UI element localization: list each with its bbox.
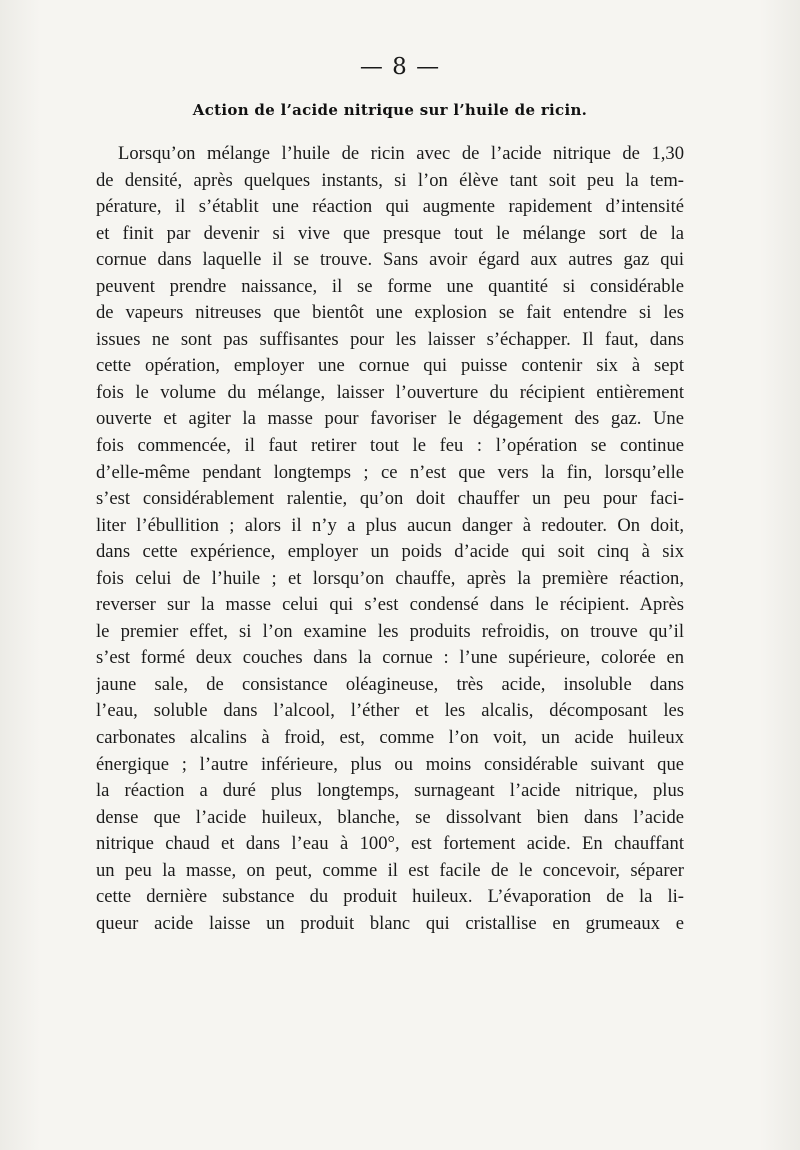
- text-line: nitrique chaud et dans l’eau à 100°, est fortement acide. En chauffant: [96, 833, 684, 855]
- text-line: d’elle-même pendant longtemps ; ce n’est que vers la fin, lorsqu’elle: [96, 461, 684, 483]
- text-line: le premier effet, si l’on examine les produits refroidis, on trouve qu’il: [96, 620, 684, 642]
- text-line: reverser sur la masse celui qui s’est condensé dans le récipient. Après: [96, 594, 684, 616]
- text-line: queur acide laisse un produit blanc qui cristallise en grumeaux e: [96, 912, 684, 934]
- text-line: cornue dans laquelle il se trouve. Sans avoir égard aux autres gaz qui: [96, 249, 684, 271]
- page-number: — 8 —: [359, 54, 441, 80]
- text-line: s’est considérablement ralentie, qu’on doit chauffer un peu pour faci-: [96, 488, 684, 510]
- text-line: peuvent prendre naissance, il se forme une quantité si considérable: [96, 275, 684, 297]
- text-line: l’eau, soluble dans l’alcool, l’éther et les alcalis, décomposant les: [96, 700, 684, 722]
- text-line: issues ne sont pas suffisantes pour les laisser s’échapper. Il faut, dans: [96, 328, 684, 350]
- text-line: carbonates alcalins à froid, est, comme l’on voit, un acide huileux: [96, 727, 684, 749]
- text-line: dans cette expérience, employer un poids d’acide qui soit cinq à six: [96, 541, 684, 563]
- text-line: Lorsqu’on mélange l’huile de ricin avec de l’acide nitrique de 1,30: [118, 143, 684, 164]
- text-line: et finit par devenir si vive que presque tout le mélange sort de la: [96, 222, 684, 244]
- text-line: liter l’ébullition ; alors il n’y a plus aucun danger à redouter. On doit,: [96, 514, 684, 536]
- text-line: cette dernière substance du produit huileux. L’évaporation de la li-: [96, 886, 684, 908]
- text-line: pérature, il s’établit une réaction qui augmente rapidement d’intensité: [96, 196, 684, 218]
- text-line: jaune sale, de consistance oléagineuse, très acide, insoluble dans: [96, 673, 684, 695]
- text-line: un peu la masse, on peut, comme il est facile de le concevoir, séparer: [96, 859, 684, 881]
- text-line: ouverte et agiter la masse pour favoriser le dégagement des gaz. Une: [96, 408, 684, 430]
- text-line: s’est formé deux couches dans la cornue : l’une supérieure, colorée en: [96, 647, 684, 669]
- body-paragraph: [96, 141, 684, 937]
- text-line: énergique ; l’autre inférieure, plus ou moins considérable suivant que: [96, 753, 684, 775]
- text-line: de vapeurs nitreuses que bientôt une explosion se fait entendre si les: [96, 302, 684, 324]
- text-line: dense que l’acide huileux, blanche, se dissolvant bien dans l’acide: [96, 806, 684, 828]
- text-line: cette opération, employer une cornue qui puisse contenir six à sept: [96, 355, 684, 377]
- text-line: la réaction a duré plus longtemps, surnageant l’acide nitrique, plus: [96, 780, 684, 802]
- text-line: fois commencée, il faut retirer tout le feu : l’opération se continue: [96, 435, 684, 457]
- section-heading: Action de l’acide nitrique sur l’huile de ricin.: [192, 101, 588, 119]
- text-line: de densité, après quelques instants, si l’on élève tant soit peu la tem-: [96, 169, 684, 191]
- text-line: fois celui de l’huile ; et lorsqu’on chauffe, après la première réaction,: [96, 567, 684, 589]
- text-line: fois le volume du mélange, laisser l’ouverture du récipient entièrement: [96, 381, 684, 403]
